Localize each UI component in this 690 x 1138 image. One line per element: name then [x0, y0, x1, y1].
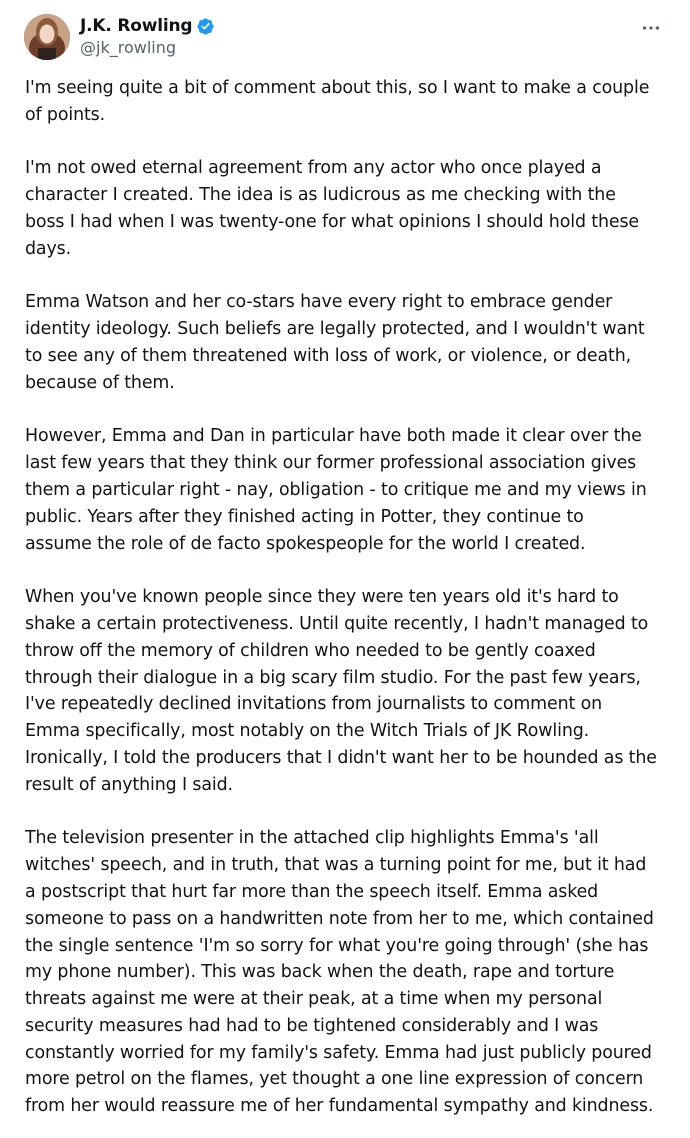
- text-line: them a particular right - nay, obligation - to critique me and my views in: [25, 479, 647, 500]
- author-display-name[interactable]: J.K. Rowling: [80, 16, 193, 36]
- paragraph-gap: [25, 263, 670, 290]
- text-line: assume the role of de facto spokespeople for the world I created.: [25, 533, 586, 554]
- text-line: I've repeatedly declined invitations from journalists to comment on: [25, 694, 603, 715]
- paragraph-1: [25, 75, 670, 129]
- paragraph-2: [25, 155, 670, 262]
- paragraph-gap: [25, 397, 670, 424]
- text-line: from her would reassure me of her fundamental sympathy and kindness.: [25, 1096, 654, 1117]
- verified-badge-icon: [196, 17, 215, 36]
- text-line: of points.: [25, 104, 106, 125]
- avatar-image: [24, 14, 70, 60]
- paragraph-4: [25, 423, 670, 557]
- text-line: boss I had when I was twenty-one for what opinions I should hold these: [25, 211, 639, 232]
- text-line: someone to pass on a handwritten note from her to me, which contained: [25, 908, 654, 929]
- display-name-row: [80, 15, 215, 37]
- text-line: public. Years after they finished acting in Potter, they continue to: [25, 506, 584, 527]
- post-body: [25, 75, 670, 1120]
- paragraph-3: [25, 289, 670, 396]
- paragraph-5: [25, 584, 670, 798]
- text-line: throw off the memory of children who needed to be gently coaxed: [25, 640, 596, 661]
- author-avatar[interactable]: [24, 14, 70, 60]
- more-options-icon[interactable]: [636, 16, 666, 40]
- text-line: When you've known people since they were ten years old it's hard to: [25, 587, 619, 608]
- text-line: identity ideology. Such beliefs are legally protected, and I wouldn't want: [25, 319, 645, 340]
- text-line: my phone number). This was back when the death, rape and torture: [25, 962, 615, 983]
- text-line: a postscript that hurt far more than the speech itself. Emma asked: [25, 881, 599, 902]
- text-line: character I created. The idea is as ludicrous as me checking with the: [25, 185, 616, 206]
- text-line: constantly worried for my family's safety. Emma had just publicly poured: [25, 1042, 652, 1063]
- text-line: I'm not owed eternal agreement from any actor who once played a: [25, 158, 602, 179]
- author-names: [80, 15, 215, 57]
- text-line: days.: [25, 238, 71, 259]
- text-line: Ironically, I told the producers that I didn't want her to be hounded as the: [25, 747, 657, 768]
- text-line: Emma specifically, most notably on the Witch Trials of JK Rowling.: [25, 721, 590, 742]
- text-line: to see any of them threatened with loss of work, or violence, or death,: [25, 345, 632, 366]
- post-header: [24, 14, 666, 62]
- text-line: However, Emma and Dan in particular have both made it clear over the: [25, 426, 642, 447]
- author-handle[interactable]: @jk_rowling: [80, 38, 176, 57]
- paragraph-6: [25, 825, 670, 1120]
- text-line: through their dialogue in a big scary film studio. For the past few years,: [25, 667, 641, 688]
- text-line: result of anything I said.: [25, 774, 233, 795]
- text-line: the single sentence 'I'm so sorry for what you're going through' (she has: [25, 935, 649, 956]
- paragraph-gap: [25, 557, 670, 584]
- text-line: last few years that they think our former professional association gives: [25, 453, 637, 474]
- paragraph-gap: [25, 129, 670, 156]
- text-line: security measures had had to be tightened considerably and I was: [25, 1015, 599, 1036]
- paragraph-gap: [25, 799, 670, 826]
- text-line: Emma Watson and her co-stars have every right to embrace gender: [25, 292, 613, 313]
- text-line: The television presenter in the attached clip highlights Emma's 'all: [25, 828, 599, 849]
- text-line: I'm seeing quite a bit of comment about this, so I want to make a couple: [25, 78, 650, 98]
- text-line: threats against me were at their peak, at a time when my personal: [25, 989, 603, 1010]
- text-line: because of them.: [25, 372, 175, 393]
- text-line: shake a certain protectiveness. Until quite recently, I hadn't managed to: [25, 613, 649, 634]
- text-line: witches' speech, and in truth, that was a turning point for me, but it had: [25, 855, 647, 876]
- text-line: more petrol on the flames, yet thought a one line expression of concern: [25, 1069, 644, 1090]
